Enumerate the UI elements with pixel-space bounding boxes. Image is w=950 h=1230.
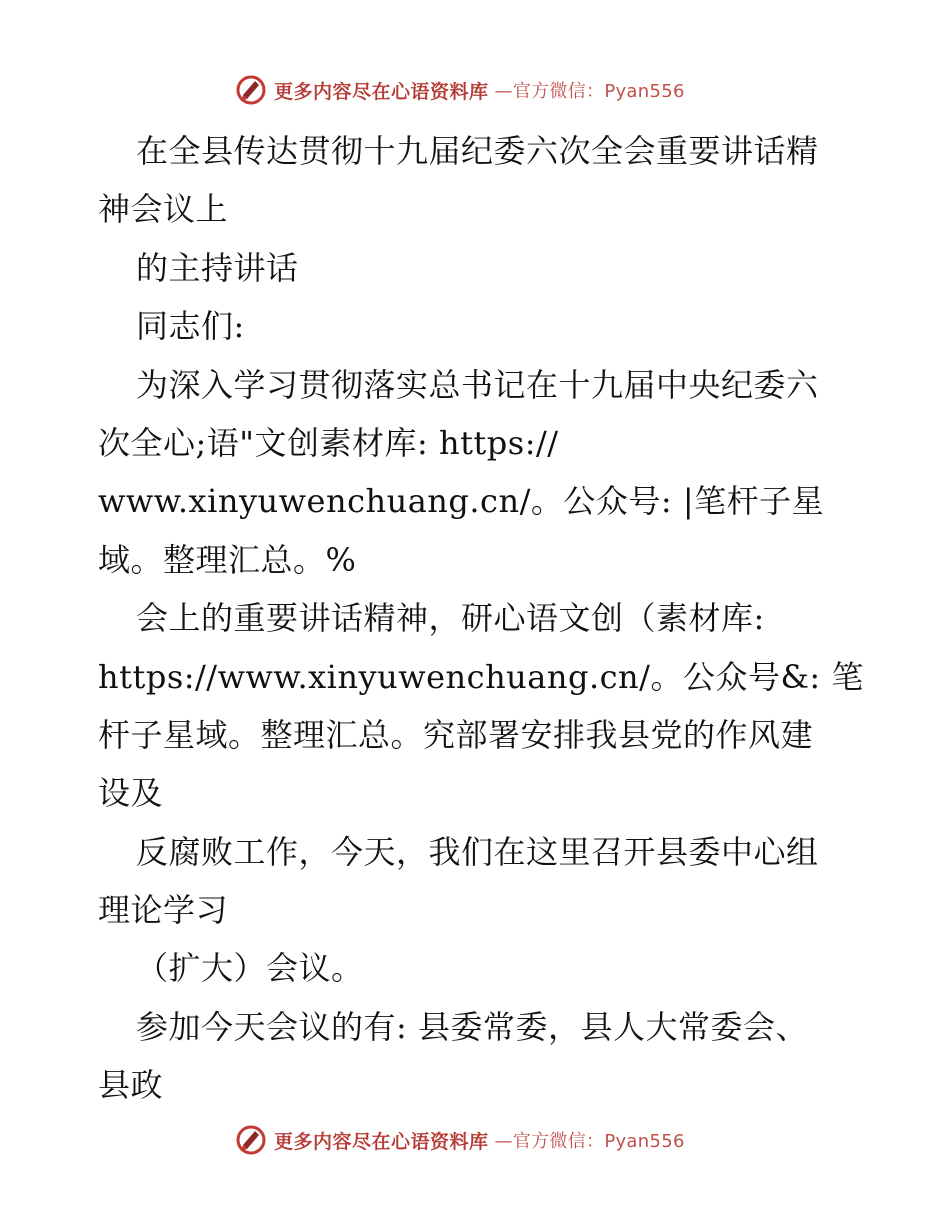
header-watermark (234, 72, 685, 108)
text-line: 域。整理汇总。% (98, 540, 357, 579)
text-line: 同志们: (136, 307, 245, 346)
text-line: 设及 (98, 774, 164, 813)
pen-swirl-logo-icon (234, 73, 268, 107)
text-line: www.xinyuwenchuang.cn/。公众号: |笔杆子星 (98, 482, 825, 521)
text-line: 的主持讲话 (136, 248, 299, 287)
text-line: https://www.xinyuwenchuang.cn/。公众号&: 笔 (98, 657, 864, 696)
text-line: 反腐败工作，今天，我们在这里召开县委中心组 (136, 832, 819, 871)
pen-swirl-logo-icon (234, 1123, 268, 1157)
watermark-contact: —官方微信：Pyan556 (494, 1131, 685, 1152)
footer-watermark (234, 1122, 685, 1158)
text-line: 县政 (98, 1066, 164, 1105)
text-line: 次全心;语"文创素材库: https:// (98, 423, 559, 462)
document-body (98, 122, 864, 1115)
text-line: 杆子星域。整理汇总。究部署安排我县党的作风建 (98, 715, 814, 754)
text-line: （扩大）会议。 (136, 949, 364, 988)
watermark-text: 更多内容尽在心语资料库 (274, 80, 489, 103)
text-line: 参加今天会议的有: 县委常委，县人大常委会、 (136, 1007, 808, 1046)
text-line: 在全县传达贯彻十九届纪委六次全会重要讲话精 (136, 132, 819, 170)
text-line: 神会议上 (98, 190, 229, 229)
text-line: 会上的重要讲话精神，研心语文创（素材库: (136, 599, 765, 638)
watermark-text: 更多内容尽在心语资料库 (274, 1130, 489, 1153)
watermark-contact: —官方微信：Pyan556 (494, 81, 685, 102)
text-line: 为深入学习贯彻落实总书记在十九届中央纪委六 (136, 365, 819, 404)
text-line: 理论学习 (98, 891, 229, 930)
